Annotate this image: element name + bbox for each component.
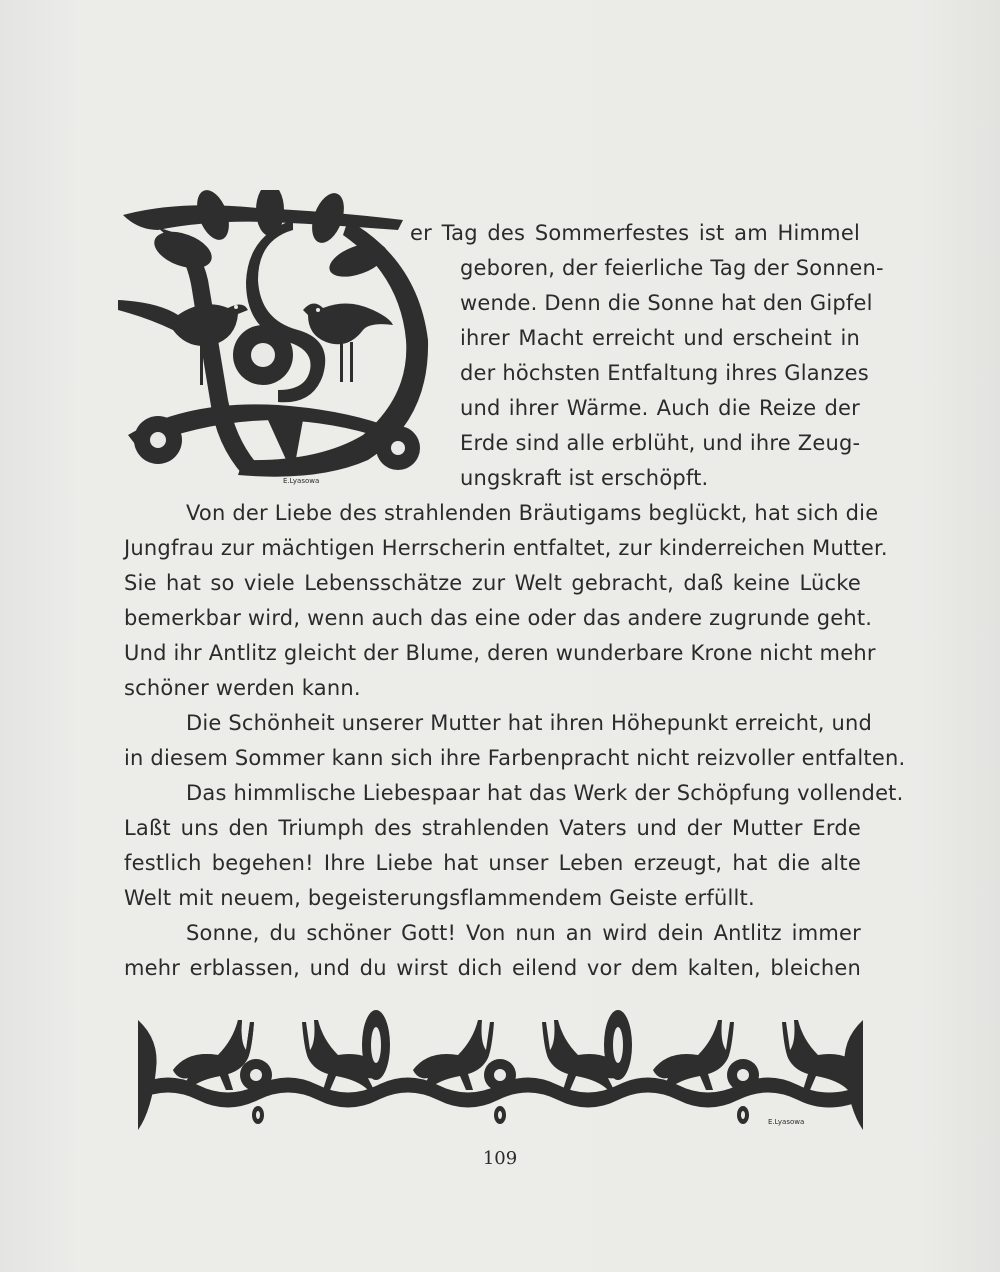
text-line-11: Sie hat so viele Lebensschätze zur Welt gebracht, daß keine Lücke	[124, 571, 861, 595]
text-line-2: geboren, der feierliche Tag der Sonnen-	[460, 256, 884, 280]
text-line-20: Welt mit neuem, begeisterungsflammendem Geiste erfüllt.	[124, 886, 755, 910]
text-line-13: Und ihr Antlitz gleicht der Blume, deren wunderbare Krone nicht mehr	[124, 641, 876, 665]
hare-border-drawing	[138, 1000, 863, 1140]
decorative-hare-border	[138, 1000, 863, 1140]
initial-ornament-drawing	[118, 190, 443, 490]
text-line-16: in diesem Sommer kann sich ihre Farbenpracht nicht reizvoller entfalten.	[124, 746, 906, 770]
text-line-5: der höchsten Entfaltung ihres Glanzes	[460, 361, 869, 385]
text-line-7: Erde sind alle erblüht, und ihre Zeug-	[460, 431, 861, 455]
text-line-12: bemerkbar wird, wenn auch das eine oder das andere zugrunde geht.	[124, 606, 873, 630]
text-line-9: Von der Liebe des strahlenden Bräutigams beglückt, hat sich die	[186, 501, 879, 525]
text-line-17: Das himmlische Liebespaar hat das Werk der Schöpfung vollendet.	[186, 781, 904, 805]
text-line-21: Sonne, du schöner Gott! Von nun an wird dein Antlitz immer	[186, 921, 861, 945]
text-line-6: und ihrer Wärme. Auch die Reize der	[460, 396, 860, 420]
text-line-19: festlich begehen! Ihre Liebe hat unser Leben erzeugt, hat die alte	[124, 851, 861, 875]
text-line-1: er Tag des Sommerfestes ist am Himmel	[410, 221, 860, 245]
text-line-18: Laßt uns den Triumph des strahlenden Vaters und der Mutter Erde	[124, 816, 861, 840]
page-number: 109	[482, 1148, 518, 1169]
text-line-15: Die Schönheit unserer Mutter hat ihren Höhepunkt erreicht, und	[186, 711, 873, 735]
border-signature: E.Lyasowa	[768, 1118, 805, 1126]
initial-signature: E.Lyasowa	[283, 477, 320, 485]
text-line-14: schöner werden kann.	[124, 676, 361, 700]
text-line-4: ihrer Macht erreicht und erscheint in	[460, 326, 860, 350]
text-line-10: Jungfrau zur mächtigen Herrscherin entfaltet, zur kinderreichen Mutter.	[124, 536, 888, 560]
decorative-initial-d	[118, 190, 443, 490]
text-line-8: ungskraft ist erschöpft.	[460, 466, 709, 490]
text-line-22: mehr erblassen, und du wirst dich eilend vor dem kalten, bleichen	[124, 956, 861, 980]
text-line-3: wende. Denn die Sonne hat den Gipfel	[460, 291, 873, 315]
